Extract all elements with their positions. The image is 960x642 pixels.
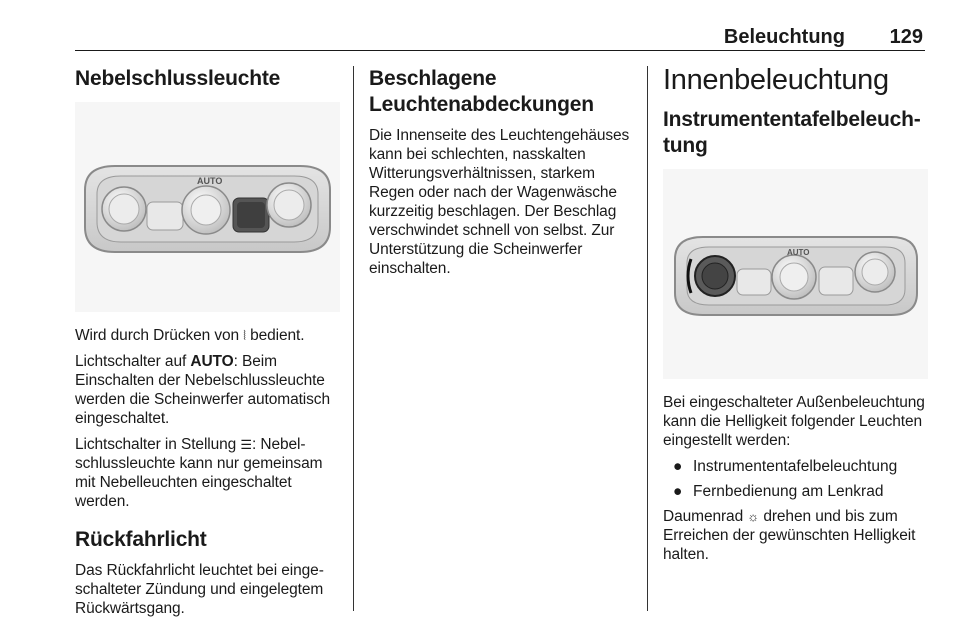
paragraph-fogged-lamps: Die Innenseite des Leuchtengehäuses kann bei schlechten, nasskalten Witterungsverhältnissen, starkem Regen oder nach der Wagenwäsche kurzzeitig beschlagen. Der Beschlag verschwindet schnell von selbst. Zur Unterstützung die Scheinwerfer einschalten.	[369, 127, 630, 277]
paragraph-reverse-light: Das Rückfahrlicht leuchtet bei eingeschalteter Zündung und eingelegtem Rückwärtsgang.	[75, 562, 324, 617]
column-3	[663, 60, 928, 571]
page-header	[75, 22, 925, 52]
light-switch-illustration	[75, 102, 340, 312]
column-divider	[647, 66, 648, 611]
auto-label: AUTO	[197, 176, 223, 186]
paragraph-brightness-intro: Bei eingeschalteter Außenbeleuchtung kann die Helligkeit folgender Leuchten eingestellt werden:	[663, 394, 925, 449]
section-title: Beleuchtung	[723, 26, 845, 48]
bullet-icon: ●	[673, 458, 683, 475]
page-number: 129	[889, 26, 923, 48]
fog-front-icon: ☰	[240, 437, 252, 452]
list-item: ● Fernbedienung am Lenkrad	[673, 483, 884, 500]
column-1	[75, 60, 340, 625]
fog-rear-icon: ⦚	[243, 328, 246, 343]
bullet-icon: ●	[673, 483, 683, 500]
bullet-list	[663, 457, 928, 501]
figure-thumbwheel-panel	[663, 169, 928, 379]
heading-fogged-lamps: Beschlagene Leuchtenabdeckungen	[369, 67, 594, 116]
paragraph-fog-position: Lichtschalter in Stellung ☰: Nebelschlussleuchte kann nur gemeinsam mit Nebelleuchten eingeschaltet werden.	[75, 436, 323, 510]
heading-interior-lighting: Innenbeleuchtung	[663, 64, 889, 96]
brightness-icon: ☼	[747, 509, 760, 524]
column-2	[369, 60, 634, 285]
paragraph-thumbwheel: Daumenrad ☼ drehen und bis zum Erreichen der gewünschten Helligkeit halten.	[663, 508, 916, 563]
heading-instrument-panel-lighting: Instrumententafelbeleuchtung	[663, 108, 921, 157]
auto-label: AUTO	[787, 248, 810, 257]
paragraph-fog-auto: Lichtschalter auf AUTO: Beim Einschalten der Nebelschlussleuchte werden die Scheinwerfer automatisch eingeschaltet.	[75, 353, 330, 427]
paragraph-fog-operate: Wird durch Drücken von ⦚ bedient.	[75, 327, 305, 344]
header-rule	[75, 50, 925, 51]
heading-reverse-light: Rückfahrlicht	[75, 528, 207, 551]
figure-light-switch-panel	[75, 102, 340, 312]
thumbwheel-illustration	[663, 169, 928, 379]
list-item: ● Instrumententafelbeleuchtung	[673, 458, 898, 475]
heading-fog-light: Nebelschlussleuchte	[75, 67, 281, 90]
column-divider	[353, 66, 354, 611]
